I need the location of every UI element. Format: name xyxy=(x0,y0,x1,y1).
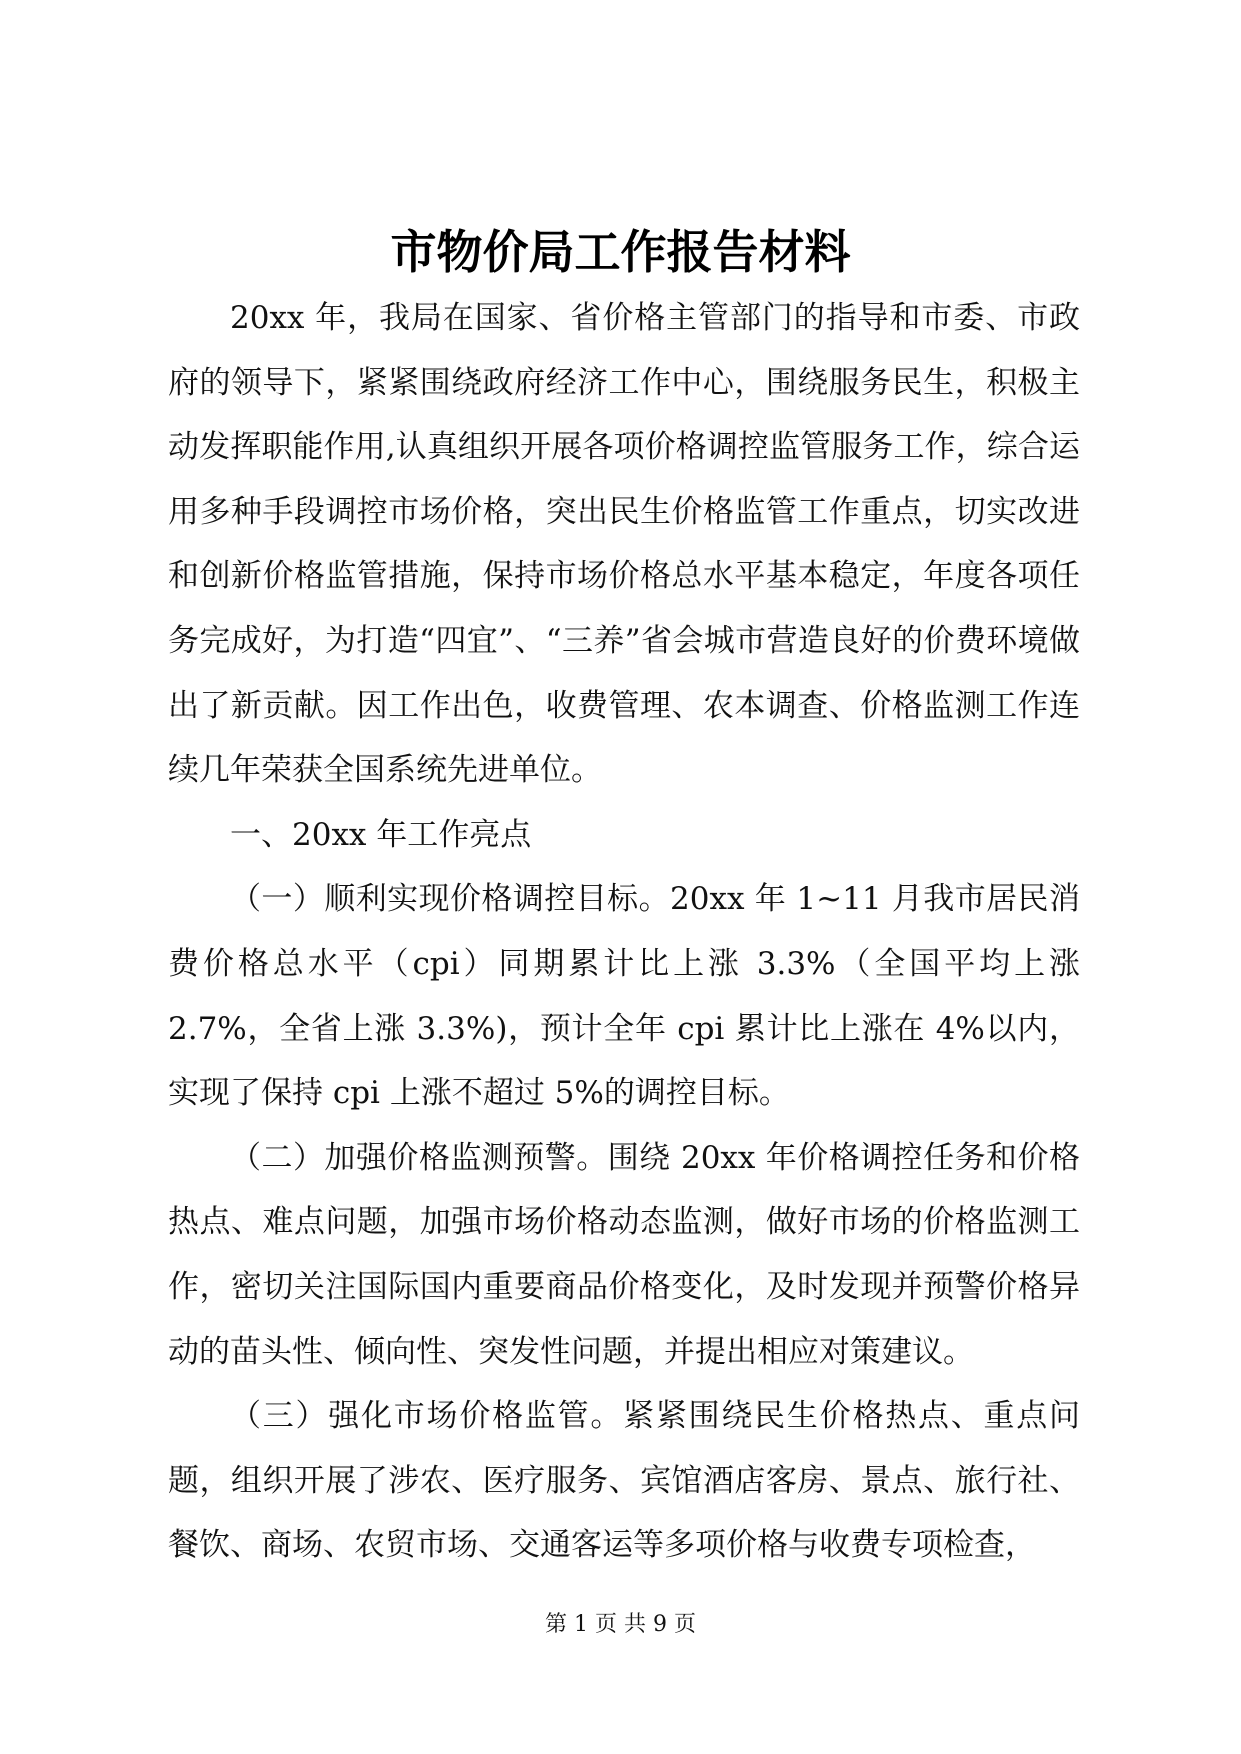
paragraph-price-monitoring: （二）加强价格监测预警。围绕 20xx 年价格调控任务和价格热点、难点问题，加强市场价格动态监测，做好市场的价格监测工作，密切关注国际国内重要商品价格变化，及时发现并预警价格异动的苗头性、倾向性、突发性问题，并提出相应对策建议。 xyxy=(168,1139,1080,1370)
document-body xyxy=(168,286,1080,1578)
paragraph-price-control: （一）顺利实现价格调控目标。20xx 年 1~11 月我市居民消费价格总水平（cpi）同期累计比上涨 3.3%（全国平均上涨 2.7%，全省上涨 3.3%)，预计全年 cpi 累计比上涨在 4%以内，实现了保持 cpi 上涨不超过 5%的调控目标。 xyxy=(168,881,1080,1112)
page-footer: 第 1 页 共 9 页 xyxy=(545,1612,696,1637)
paragraph-market-supervision: （三）强化市场价格监管。紧紧围绕民生价格热点、重点问题，组织开展了涉农、医疗服务、宾馆酒店客房、景点、旅行社、餐饮、商场、农贸市场、交通客运等多项价格与收费专项检查， xyxy=(168,1398,1080,1564)
section-heading: 一、20xx 年工作亮点 xyxy=(230,816,532,853)
paragraph-intro: 20xx 年，我局在国家、省价格主管部门的指导和市委、市政府的领导下，紧紧围绕政府经济工作中心，围绕服务民生，积极主动发挥职能作用,认真组织开展各项价格调控监管服务工作，综合运用多种手段调控市场价格，突出民生价格监管工作重点，切实改进和创新价格监管措施，保持市场价格总水平基本稳定，年度各项任务完成好，为打造“四宜”、“三养”省会城市营造良好的价费环境做出了新贡献。因工作出色，收费管理、农本调查、价格监测工作连续几年荣获全国系统先进单位。 xyxy=(168,300,1080,789)
document-title: 市物价局工作报告材料 xyxy=(390,225,851,279)
